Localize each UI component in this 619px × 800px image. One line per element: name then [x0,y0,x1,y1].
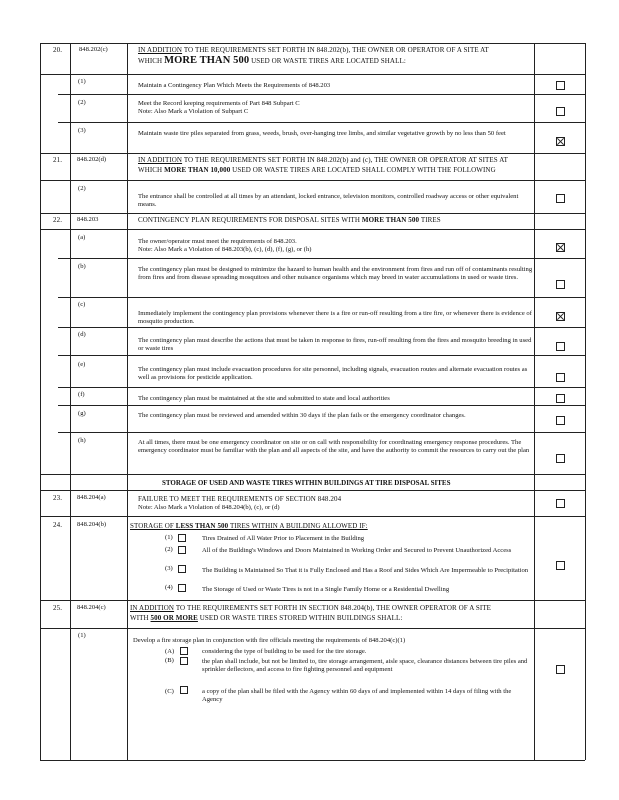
requirement-text: Immediately implement the contingency plan provisions whenever there is a fire or run-off resulting from a tire fire, or whenever there is evidence of mosquito production. [138,310,532,325]
section-ref: 848.204(a) [77,494,106,501]
sub-number: (1) [78,632,86,639]
sub-number: (2) [165,546,173,553]
item-number: 20. [53,46,63,54]
sub-number: (A) [165,648,175,655]
violation-checkbox[interactable] [556,394,565,403]
item-header: FAILURE TO MEET THE REQUIREMENTS OF SECTION 848.204 [138,495,342,503]
condition-checkbox[interactable] [178,584,186,592]
rule [58,355,585,356]
violation-checkbox-checked[interactable] [556,243,565,252]
rule [40,74,585,75]
item-header [130,604,491,612]
item-header-line2 [130,614,402,622]
requirement-text: The contingency plan must be reviewed and amended within 30 days if the plan fails or the emergency coordinator changes. [138,412,466,419]
item-header [138,216,441,224]
rule [58,258,585,259]
condition-checkbox[interactable] [180,647,188,655]
section-ref: 848.202(d) [77,156,107,163]
violation-checkbox[interactable] [556,499,565,508]
header-text: STORAGE OF [130,522,174,530]
item-number: 23. [53,494,63,502]
requirement-note: Note: Also Mark a Violation of 848.204(b), (c), or (d) [138,504,280,511]
sub-number: (3) [165,565,173,572]
rule [58,327,585,328]
rule [40,490,585,491]
violation-checkbox[interactable] [556,665,565,674]
item-number: 25. [53,604,63,612]
emphasis: MORE THAN 10,000 [164,166,231,174]
violation-checkbox[interactable] [556,81,565,90]
header-text: WHICH [138,57,163,65]
sub-number: (a) [78,234,86,241]
emphasis: IN ADDITION [130,604,175,612]
requirement-note: Note: Also Mark a Violation of 848.203(b), (c), (d), (f), (g), or (h) [138,246,312,253]
sub-number: (2) [78,99,86,106]
rule [58,432,585,433]
section-ref: 848.204(b) [77,521,107,528]
rule [40,213,585,214]
violation-checkbox[interactable] [556,107,565,116]
violation-checkbox[interactable] [556,416,565,425]
column-divider [534,43,535,760]
requirement-text: The contingency plan must include evacuation procedures for site personnel, including signals, evacuation routes and alternate evacuation routes as well as provisions for pesticide application. [138,366,528,381]
condition-text: Tires Drained of All Water Prior to Placement in the Building [202,535,365,542]
sub-number: (1) [165,534,173,541]
sub-number: (3) [78,127,86,134]
emphasis: MORE THAN 500 [361,216,420,224]
condition-checkbox[interactable] [178,565,186,573]
condition-checkbox[interactable] [180,657,188,665]
rule [58,122,585,123]
emphasis: 500 OR MORE [150,614,198,622]
column-divider [70,43,71,760]
sub-number: (g) [78,410,86,417]
rule [58,297,585,298]
sub-number: (d) [78,331,86,338]
header-text: CONTINGENCY PLAN REQUIREMENTS FOR DISPOSAL SITES WITH [138,216,361,224]
sub-number: (2) [78,185,86,192]
requirement-text: Maintain waste tire piles separated from grass, weeds, brush, over-hanging tree limbs, and similar vegetative growth by no less than 50 feet [138,130,506,137]
header-text: TIRES WITHIN A BUILDING ALLOWED IF: [229,522,368,530]
header-text: TO THE REQUIREMENTS SET FORTH IN 848.202(b), THE OWNER OR OPERATOR OF A SITE AT [183,46,489,54]
rule [40,474,585,475]
condition-text: The Building is Maintained So That it is Fully Enclosed and Has a Roof and Sides Which Are Impermeable to Precipitation [202,567,529,574]
column-divider [40,43,41,760]
requirement-text: Develop a fire storage plan in conjunction with fire officials meeting the requirements of 848.204(c)(1) [133,637,406,644]
sub-number: (h) [78,437,86,444]
violation-checkbox[interactable] [556,194,565,203]
requirement-text: Maintain a Contingency Plan Which Meets the Requirements of 848.203 [138,82,331,89]
condition-checkbox[interactable] [180,686,188,694]
requirement-text: The contingency plan must be designed to minimize the hazard to human health and the environment from fires and run off of contaminants resulting from fires and from disease spreading mosquitoes and other nuisance organisms which may breed in water accumulations in used or waste tires. [138,266,533,281]
sub-number: (c) [78,301,86,308]
sub-number: (e) [78,361,86,368]
violation-checkbox[interactable] [556,454,565,463]
violation-checkbox[interactable] [556,373,565,382]
section-ref: 848.203 [77,216,99,223]
requirement-text: The owner/operator must meet the requirements of 848.203. [138,238,297,245]
emphasis: IN ADDITION [138,46,183,54]
rule [40,229,585,230]
section-ref: 848.204(c) [77,604,106,611]
rule [40,600,585,601]
column-divider [585,43,586,760]
violation-checkbox-checked[interactable] [556,312,565,321]
sub-number: (b) [78,263,86,270]
violation-checkbox[interactable] [556,280,565,289]
rule [40,180,585,181]
condition-text: a copy of the plan shall be filed with the Agency within 60 days of and implemented within 14 days of filing with the Agency [202,688,512,703]
condition-text: The Storage of Used or Waste Tires is not in a Single Family Home or a Residential Dwelling [202,586,450,593]
rule-top [40,43,585,44]
requirement-note: Note: Also Mark a Violation of Subpart C [138,108,249,115]
violation-checkbox-checked[interactable] [556,137,565,146]
condition-checkbox[interactable] [178,534,186,542]
item-header [138,156,508,164]
section-heading: STORAGE OF USED AND WASTE TIRES WITHIN BUILDINGS AT TIRE DISPOSAL SITES [162,479,451,487]
violation-checkbox[interactable] [556,561,565,570]
header-text: USED OR WASTE TIRES ARE LOCATED SHALL: [251,57,406,65]
header-text: USED OR WASTE TIRES ARE LOCATED SHALL COMPLY WITH THE FOLLOWING [232,166,496,174]
section-ref: 848.202(c) [79,46,108,53]
violation-checkbox[interactable] [556,342,565,351]
item-number: 24. [53,521,63,529]
emphasis: LESS THAN 500 [175,522,229,530]
sub-number: (B) [165,657,174,664]
header-text: TO THE REQUIREMENTS SET FORTH IN SECTION 848.204(b), THE OWNER OPERATOR OF A SITE [175,604,492,612]
emphasis: MORE THAN 500 [164,55,250,66]
requirement-text: At all times, there must be one emergency coordinator on site or on call with responsibility for coordinating emergency response procedures. The emergency coordinator must be familiar with the plan and all aspects of the site, and have the authority to commit the resources to carry out the plan [138,439,530,454]
header-text: WITH [130,614,149,622]
sub-number: (1) [78,78,86,85]
rule [40,628,585,629]
rule-bottom [40,760,585,761]
header-text: WHICH [138,166,163,174]
column-divider [127,43,128,760]
header-text: USED OR WASTE TIRES STORED WITHIN BUILDINGS SHALL: [199,614,403,622]
condition-text: All of the Building's Windows and Doors Maintained in Working Order and Secured to Prevent Unauthorized Access [202,547,512,554]
sub-number: (4) [165,584,173,591]
rule [40,516,585,517]
item-header-line2 [138,166,496,174]
requirement-text: The contingency plan must describe the actions that must be taken in response to fires, run-off resulting from the fires and mosquito breeding in used or waste tires [138,337,532,352]
item-header [138,46,489,54]
item-header [130,522,368,530]
header-text: TIRES [420,216,441,224]
condition-text: the plan shall include, but not be limited to, tire storage arrangement, aisle space, clearance distances between tire piles and sprinkler deflectors, and access to fire fighting personnel and equipment [202,658,528,673]
condition-checkbox[interactable] [178,546,186,554]
item-header-line2 [138,57,406,65]
rule [58,405,585,406]
sub-number: (f) [78,391,85,398]
emphasis: IN ADDITION [138,156,183,164]
requirement-text: The contingency plan must be maintained at the site and submitted to state and local authorities [138,395,390,402]
header-text: TO THE REQUIREMENTS SET FORTH IN 848.202(b) and (c), THE OWNER OR OPERATOR AT SITES AT [183,156,508,164]
sub-number: (C) [165,688,174,695]
requirement-text: Meet the Record keeping requirements of Part 848 Subpart C [138,100,300,107]
item-number: 22. [53,216,63,224]
rule [58,387,585,388]
condition-text: considering the type of building to be used for the tire storage. [202,648,367,655]
rule [58,94,585,95]
requirement-text: The entrance shall be controlled at all times by an attendant, locked entrance, television monitors, controlled roadway access or other equivalent means. [138,193,519,208]
item-number: 21. [53,156,63,164]
rule [40,153,585,154]
